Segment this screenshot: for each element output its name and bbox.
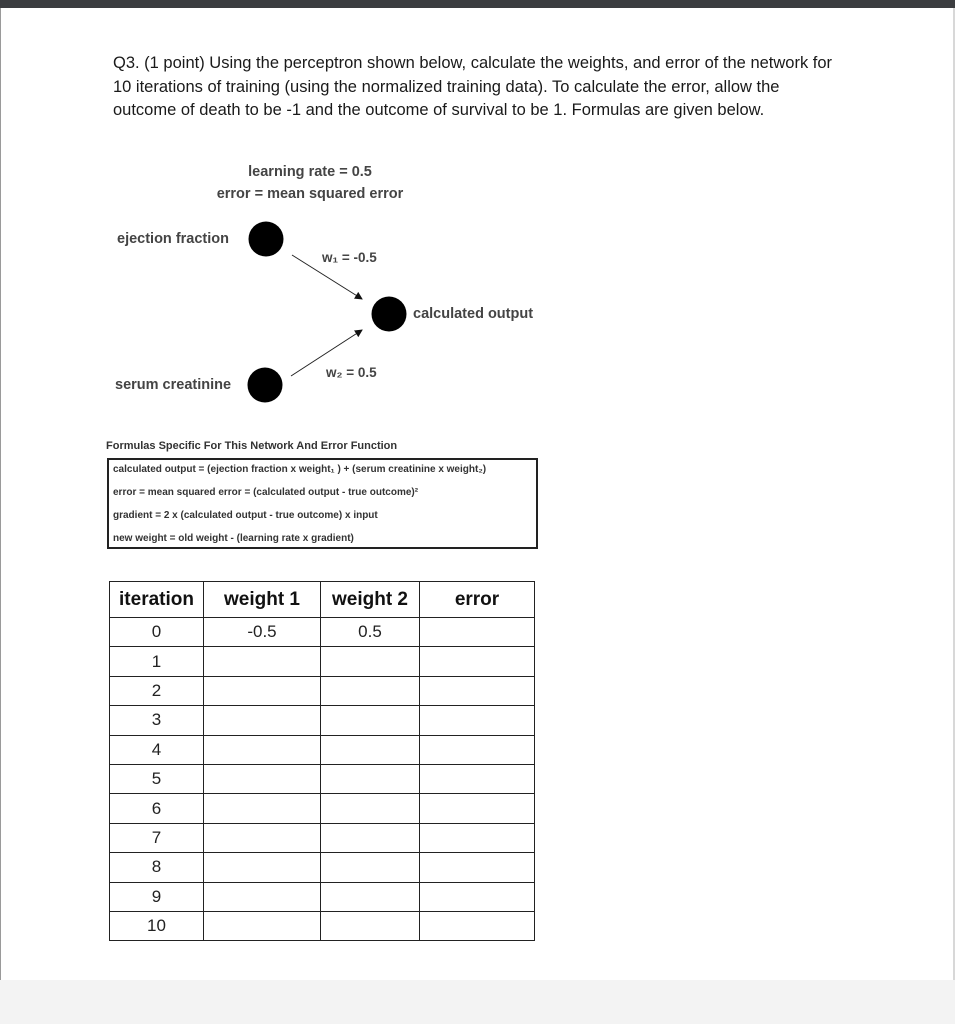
cell-error <box>420 823 535 852</box>
weight2-label: w₂ = 0.5 <box>326 365 377 380</box>
cell-weight-1 <box>204 823 321 852</box>
cell-error <box>420 853 535 882</box>
formulas-title: Formulas Specific For This Network And Error Function <box>106 440 398 452</box>
output-label: calculated output <box>413 306 534 322</box>
cell-weight-2 <box>321 794 420 823</box>
output-node <box>372 297 407 332</box>
cell-weight-2 <box>321 676 420 705</box>
cell-weight-2 <box>321 911 420 940</box>
cell-weight-1 <box>204 853 321 882</box>
cell-error <box>420 676 535 705</box>
cell-iteration: 4 <box>110 735 204 764</box>
cell-weight-1 <box>204 794 321 823</box>
cell-iteration: 7 <box>110 823 204 852</box>
table-row <box>110 882 535 911</box>
table-row <box>110 735 535 764</box>
cell-error <box>420 794 535 823</box>
question-text: Q3. (1 point) Using the perceptron shown below, calculate the weights, and error of the network for 10 iterations of training (using the normalized training data). To calculate the error, allow the outcome of death to be -1 and the outcome of survival to be 1. Formulas are given below. <box>113 54 833 119</box>
cell-weight-2 <box>321 706 420 735</box>
formula-error: error = mean squared error = (calculated output - true outcome)² <box>113 487 419 498</box>
cell-error <box>420 882 535 911</box>
input-label-ejection-fraction: ejection fraction <box>117 231 229 247</box>
table-row <box>110 853 535 882</box>
cell-error <box>420 735 535 764</box>
cell-weight-2 <box>321 853 420 882</box>
cell-error <box>420 764 535 793</box>
table-row <box>110 823 535 852</box>
cell-weight-1 <box>204 706 321 735</box>
table-header-row <box>110 582 535 618</box>
input-node-serum-creatinine <box>248 368 283 403</box>
cell-iteration: 6 <box>110 794 204 823</box>
cell-weight-2 <box>321 823 420 852</box>
iteration-table <box>109 581 535 941</box>
formulas-box <box>107 458 538 549</box>
cell-iteration: 5 <box>110 764 204 793</box>
cell-weight-2 <box>321 647 420 676</box>
learning-rate-label: learning rate = 0.5 <box>248 164 372 180</box>
cell-iteration: 1 <box>110 647 204 676</box>
formula-new-weight: new weight = old weight - (learning rate x gradient) <box>113 533 354 544</box>
cell-weight-2 <box>321 735 420 764</box>
table-row <box>110 647 535 676</box>
table-row <box>110 911 535 940</box>
formula-gradient: gradient = 2 x (calculated output - true outcome) x input <box>113 510 378 521</box>
header-iteration: iteration <box>110 582 204 618</box>
cell-weight-1 <box>204 647 321 676</box>
cell-weight-1 <box>204 764 321 793</box>
cell-weight-1 <box>204 911 321 940</box>
table-row <box>110 764 535 793</box>
cell-iteration: 8 <box>110 853 204 882</box>
table-row <box>110 794 535 823</box>
formula-calculated-output: calculated output = (ejection fraction x weight₁ ) + (serum creatinine x weight₂) <box>113 464 487 475</box>
weight1-label: w₁ = -0.5 <box>322 250 377 265</box>
table-row <box>110 618 535 647</box>
cell-weight-2: 0.5 <box>321 618 420 647</box>
table-body <box>110 618 535 941</box>
cell-weight-1: -0.5 <box>204 618 321 647</box>
cell-iteration: 3 <box>110 706 204 735</box>
cell-error <box>420 706 535 735</box>
cell-weight-2 <box>321 764 420 793</box>
cell-weight-1 <box>204 735 321 764</box>
cell-error <box>420 647 535 676</box>
cell-iteration: 10 <box>110 911 204 940</box>
cell-iteration: 0 <box>110 618 204 647</box>
cell-iteration: 2 <box>110 676 204 705</box>
page-bottom-shade <box>0 980 955 1024</box>
table-row <box>110 676 535 705</box>
cell-error <box>420 911 535 940</box>
cell-weight-2 <box>321 882 420 911</box>
header-weight-2: weight 2 <box>321 582 420 618</box>
table-row <box>110 706 535 735</box>
cell-error <box>420 618 535 647</box>
input-label-serum-creatinine: serum creatinine <box>115 377 232 393</box>
input-node-ejection-fraction <box>249 222 284 257</box>
cell-weight-1 <box>204 676 321 705</box>
header-error: error <box>420 582 535 618</box>
cell-iteration: 9 <box>110 882 204 911</box>
perceptron-diagram <box>0 0 955 420</box>
header-weight-1: weight 1 <box>204 582 321 618</box>
cell-weight-1 <box>204 882 321 911</box>
error-definition-label: error = mean squared error <box>216 186 404 202</box>
